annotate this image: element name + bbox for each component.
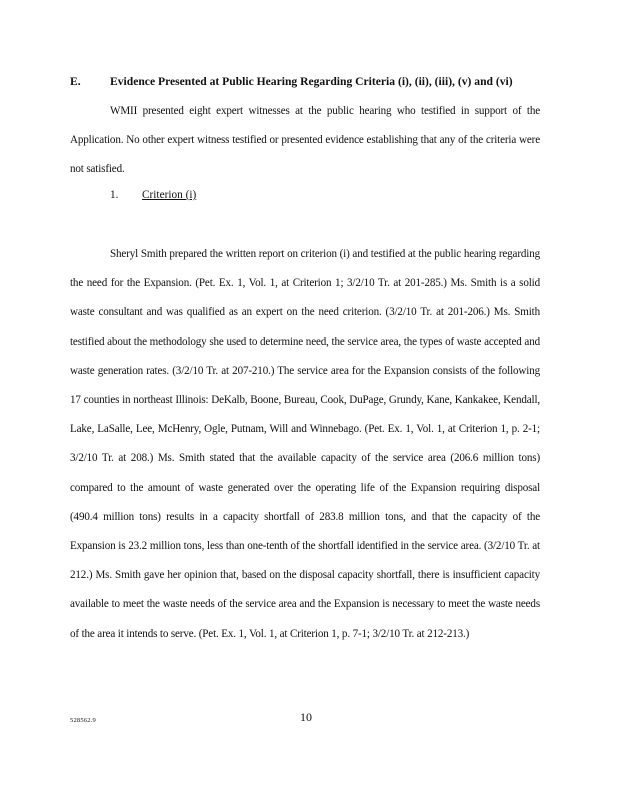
section-letter: E.	[70, 75, 81, 88]
page-number: 10	[300, 710, 312, 724]
criterion-paragraph: Sheryl Smith prepared the written report on criterion (i) and testified at the public hearing regarding the need for the Expansion. (Pet. Ex. 1, Vol. 1, at Criterion 1; 3/2/10 Tr. at 201-285.) Ms. Smith is a solid waste consultant and was qualified as an expert on the need criterion. (3/2/10 Tr. at 201-206.) Ms. Smith testified about the methodology she used to determine need, the service area, the types of waste accepted and waste generation rates. (3/2/10 Tr. at 207-210.) The service area for the Expansion consists of the following 17 counties in northeast Illinois: DeKalb, Boone, Bureau, Cook, DuPage, Grundy, Kane, Kankakee, Kendall, Lake, LaSalle, Lee, McHenry, Ogle, Putnam, Will and Winnebago. (Pet. Ex. 1, Vol. 1, at Criterion 1, p. 2-1; 3/2/10 Tr. at 208.) Ms. Smith stated that the available capacity of the service area (206.6 million tons) compared to the amount of waste generated over the operating life of the Expansion requiring disposal (490.4 million tons) results in a capacity shortfall of 283.8 million tons, and that the capacity of the Expansion is 23.2 million tons, less than one-tenth of the shortfall identified in the service area. (3/2/10 Tr. at 212.) Ms. Smith gave her opinion that, based on the disposal capacity shortfall, there is insufficient capacity available to meet the waste needs of the service area and the Expansion is necessary to meet the waste needs of the area it intends to serve. (Pet. Ex. 1, Vol. 1, at Criterion 1, p. 7-1; 3/2/10 Tr. at 212-213.)	[70, 248, 540, 640]
document-id: 528562.9	[70, 717, 96, 724]
subsection-number: 1.	[110, 189, 119, 201]
section-heading	[70, 75, 550, 88]
subsection-heading	[110, 189, 196, 201]
subsection-title: Criterion (i)	[142, 189, 197, 201]
section-title: Evidence Presented at Public Hearing Regarding Criteria (i), (ii), (iii), (v) and (vi)	[110, 75, 513, 88]
intro-paragraph: WMII presented eight expert witnesses at the public hearing who testified in support of the Application. No other expert witness testified or presented evidence establishing that any of the criteria were not satisfied.	[70, 105, 540, 176]
